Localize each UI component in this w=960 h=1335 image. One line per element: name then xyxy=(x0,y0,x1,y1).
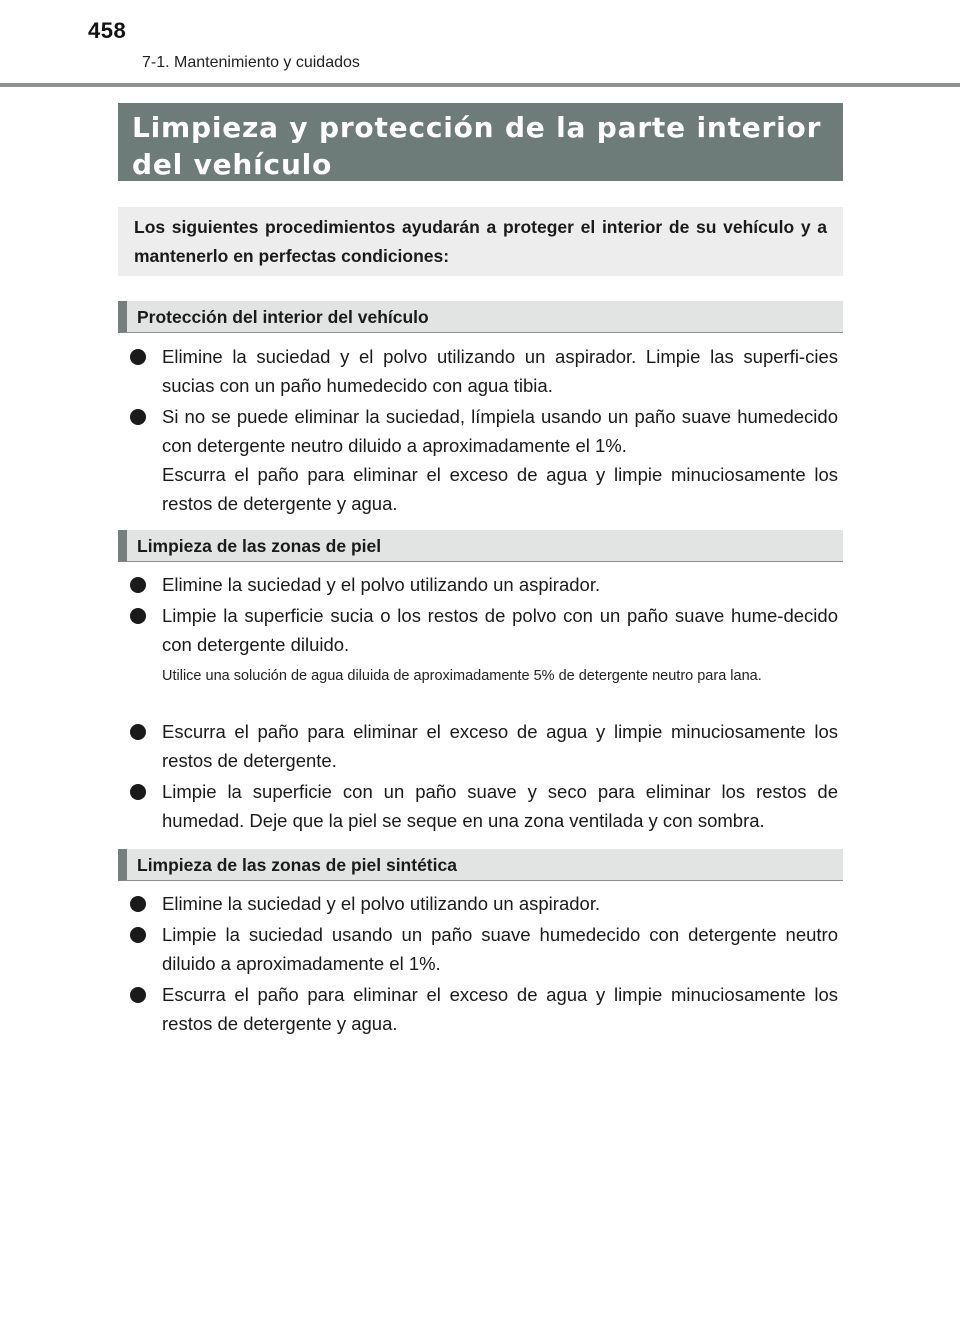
list-item xyxy=(130,601,838,659)
list-item-text: Elimine la suciedad y el polvo utilizando un aspirador. Limpie las superfi-cies sucias con un paño humedecido con agua tibia. xyxy=(162,346,838,396)
page-number: 458 xyxy=(88,18,127,43)
bullet-dot-icon xyxy=(130,784,146,800)
list-item xyxy=(130,402,838,518)
bullet-dot-icon xyxy=(130,608,146,624)
section-heading-text: Limpieza de las zonas de piel sintética xyxy=(137,855,457,875)
bullet-dot-icon xyxy=(130,896,146,912)
list-item xyxy=(130,717,838,775)
bullet-dot-icon xyxy=(130,987,146,1003)
list-item xyxy=(130,980,838,1038)
list-item xyxy=(130,889,838,918)
intro-text: Los siguientes procedimientos ayudarán a proteger el interior de su vehículo y a mantenerlo en perfectas condiciones: xyxy=(134,217,827,266)
section-heading-piel-sintetica xyxy=(118,849,843,881)
list-item-text: Limpie la superficie sucia o los restos de polvo con un paño suave hume-decido con detergente diluido. xyxy=(162,605,838,655)
title-banner xyxy=(118,103,843,181)
bullet-list-proteccion xyxy=(130,342,838,518)
list-item xyxy=(130,342,838,400)
list-item-text: Elimine la suciedad y el polvo utilizando un aspirador. xyxy=(162,893,601,914)
page-header xyxy=(88,18,868,71)
bullet-dot-icon xyxy=(130,724,146,740)
list-item xyxy=(130,777,838,835)
list-item-text: Limpie la suciedad usando un paño suave humedecido con detergente neutro diluido a aproximadamente el 1%. xyxy=(162,924,838,974)
list-item-text: Elimine la suciedad y el polvo utilizando un aspirador. xyxy=(162,574,601,595)
section-heading-piel xyxy=(118,530,843,562)
list-item-text: Escurra el paño para eliminar el exceso de agua y limpie minuciosamente los restos de detergente y agua. xyxy=(162,984,838,1034)
list-item-text: Escurra el paño para eliminar el exceso de agua y limpie minuciosamente los restos de detergente. xyxy=(162,721,838,771)
bullet-list-piel xyxy=(130,570,838,659)
section-heading-text: Limpieza de las zonas de piel xyxy=(137,536,382,556)
list-item xyxy=(130,920,838,978)
bullet-dot-icon xyxy=(130,409,146,425)
section-reference: 7-1. Mantenimiento y cuidados xyxy=(142,54,360,71)
intro-box xyxy=(118,207,843,276)
bullet-list-piel-continued xyxy=(130,717,838,835)
header-divider xyxy=(0,83,960,87)
list-item xyxy=(130,570,838,599)
list-item-continuation: Escurra el paño para eliminar el exceso de agua y limpie minuciosamente los restos de detergente y agua. xyxy=(162,464,838,514)
bullet-dot-icon xyxy=(130,349,146,365)
page-title: Limpieza y protección de la parte interior del vehículo xyxy=(132,111,822,181)
bullet-dot-icon xyxy=(130,577,146,593)
note-text: Utilice una solución de agua diluida de aproximadamente 5% de detergente neutro para lana. xyxy=(162,668,762,684)
bullet-list-piel-sintetica xyxy=(130,889,838,1038)
section-heading-proteccion xyxy=(118,301,843,333)
list-item-text: Limpie la superficie con un paño suave y seco para eliminar los restos de humedad. Deje que la piel se seque en una zona ventilada y con sombra. xyxy=(162,781,838,831)
list-item-text: Si no se puede eliminar la suciedad, límpiela usando un paño suave humedecido con detergente neutro diluido a aproximadamente el 1%. xyxy=(162,406,838,456)
bullet-dot-icon xyxy=(130,927,146,943)
section-heading-text: Protección del interior del vehículo xyxy=(137,307,429,327)
